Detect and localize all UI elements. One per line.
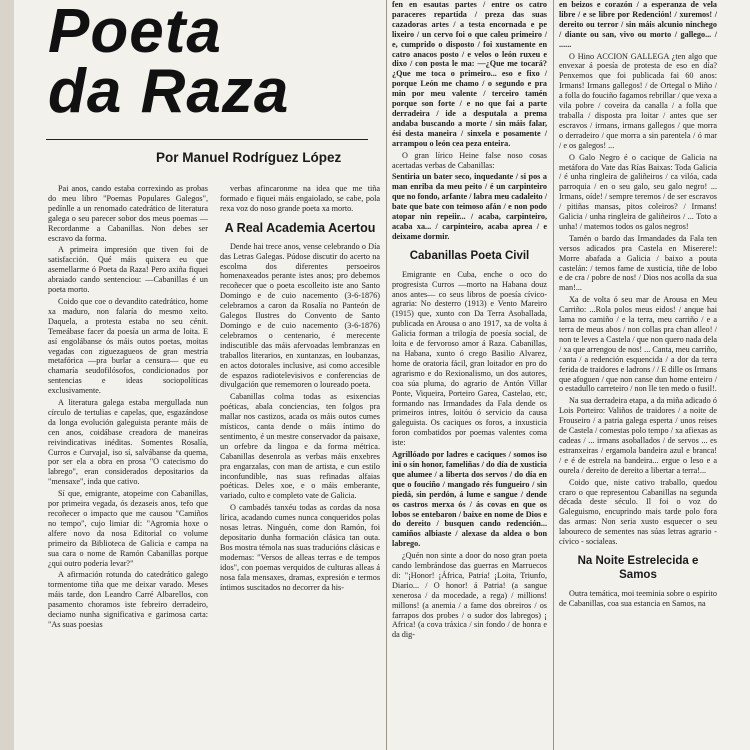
paragraph: Coido que coe o devandito catedrático, home xa maduro, non falaría do mesmo xeito. Daquela, a protesta estaba no seu cénit. Temeábase facer da poesía un arma de loita. E así engolábanse ós máis outos poetas, moitas vegadas con ziguezagueos de gran mestría metafórica —pra burlar a censura— que eu chamaría seudofilósofos, condicionados por sentencias e ideas sociopolíticas exclusivamente. xyxy=(48,296,208,396)
paragraph: O gran lírico Heine false noso cosas acertadas verbas de Cabanillas: xyxy=(392,150,547,170)
paragraph: Na sua derradeira etapa, a da miña adicado ó Lois Porteiro: Valiños de traidores / a noite de Frouseiro / a patria galega esperta / unos reises de Castela / comestas polo tempo / xa afiexas as cadeas / ... irmans asoballados / de servos ... es estranxeiras / ergamola bandeira azul e branca! / e é de estrela na bandeira... ergue o leso e a ourela / dereito de dereito a libertar a terra!... xyxy=(559,396,717,475)
paragraph: Sí que, emigrante, atopeime con Cabanillas, por primeira vegada, ós dezaseis anos, tefo que recoñecer o impacto que me causou "Camiños no tempo", cujo limiar di: "Agromia hoxe o alfere novo da nosa Editorial co volume primeiro da Biblioteca de Galicia e campa na sua cara o nome de Ramón Cabanillas porque ¿qui outro poderia levar?" xyxy=(48,489,208,568)
section-heading: Na Noite Estrelecida e Samos xyxy=(577,554,699,581)
text-column-2 xyxy=(220,184,380,750)
paragraph: Cabanillas colma todas as esixencias poéticas, abala conciencias, ten folgos pra mallar nos castizos, acada os máis outos cumes místicos, canta dende o máis íntimo do sentimento, é un mestre conservador da paisaxe, un orfebre da lingoa e da forma métrica. Cabanillas desenrola as verbas máis enxebres pra engarzalas, con man de artista, e cun estilo inconfundible, nas suas refinadas alfaias poéticas. Deles xoe, e o máis emberante, variado, culto e completo vate de Galicia. xyxy=(220,392,380,501)
article-header xyxy=(46,0,376,175)
section-heading: A Real Academia Acertou xyxy=(224,220,376,235)
section-heading: Cabanillas Poeta Civil xyxy=(409,249,530,262)
paragraph: A literatura galega estaba mergullada nun círculo de tertulias e capelas, que, esgazándose da longa evolución galeguista perante máis de cen anos, coidábase creadora de maneiras reivindicativas inéditas. Somentes Rosalía, Curros e Curvajal, iso sí, salvábanse da quema, por ser ela a obra en prosa "O catecismo do labrego", eran considerados depositarios da "mensaxe", inda que cativo. xyxy=(48,398,208,487)
paragraph: O Galo Negro é o cacique de Galicia na metáfora do Vate das Rías Baixas: Toda Galicia / é unha ringleira de galiñeiros / ca vilóa, cada parroquia / en o seu galo, seu galo negro! ... Irmans, oíde! / sempre teremos / de ser escravos / pitiñas mansas, pitos coleiros? / Irmans! Galicia / unha ringleira de galiñeiros / ... Toto a unha! / matemos todos os galos negros! xyxy=(559,152,717,231)
paragraph: Coido que, niste cativo traballo, quedou craro o que representou Cabanillas na segunda década deste século. Il foi o voz do Galeguismo, encuprindo mais tarde polo fora das armas: Non seria xusto esquecer o seu laboureco de sementes nas súas letras agrario - cívico - socialeas. xyxy=(559,477,717,547)
paragraph: Tamén o bardo das Irmandades da Fala ten versos adicados pra Castela en Miserere!: Morre abafada a Galicia / baixo a pouta castelán: / temos fame de xusticia, tiñe de lobo e de cra / pobre de nos! / Dios nos acolla da sua man!... xyxy=(559,233,717,293)
paragraph: A primeira impresión que tiven foi de satisfacción. Qué máis quixera eu que asemellarme ó Poeta da Raza! Pero axiña fiquei abraiado cando sentenciou: —Cabanillas é un poeta morto. xyxy=(48,245,208,295)
article-author: Por Manuel Rodríguez López xyxy=(156,150,342,165)
article-title-line-1: Poeta xyxy=(48,0,222,66)
poem-excerpt: fen en esautas partes / entre os catro paraceres repartida / preza das suas cazadoras artes / a testa encornada e pe lixeiro / un cervo foi o que caleu primeiro / e, cumprido o disposto / foi xustamente en catro anacos posto / e velos o león ruxeu e dixo / con posta le ma: —¿Que me tocará? ¿Que me toca o primeiro... eso e fixo / porque León me chamo / o segundo e pra min por meu valente / terceiro tamén porque son forte / e no que fai a parte derradeira / ide a desputala a prema andaba buscando a morte / sin máis falar, ési desta maneira / sinxela e posamente / arrampou o león cea peza enteira. xyxy=(392,0,547,148)
text-column-4 xyxy=(559,0,717,750)
poem-excerpt: en beizos e corazón / a esperanza de vela libre / e se libre por Redención! / xuremos! / dereito ou terror / sin máis alcunio ninchego / diante ou san, vivo ou morto / gallego... / ...... xyxy=(559,0,717,49)
newspaper-page xyxy=(14,0,750,750)
text-column-1 xyxy=(48,184,208,750)
paragraph: Dende hai trece anos, vense celebrando o Día das Letras Galegas. Púdose discutir do acerto na escolma dos diferentes persoeiros homenaxeados perante istes anos; pro debemos recoñecer que o poeta escolleito iste ano Santo Domingo e de cuio nacemento (3-6-1876) celebramos a caron da Rosalía no Panteón de Galegos Ilustres do Convento de Santo Domingo e de cuio nacemento (3-6-1876) celebramos o centenario, é merecente indiscutible das máis afervoadas lembranzas en traballos literarios, en xuntanzas, en loubanzas, en actos dotorales inclusive, asi como accesible de espazos radiotelevisivos e conferencias de divulgación que rememoren o loureado poeta. xyxy=(220,241,380,390)
paragraph: A afirmación rotunda do catedrático galego tormentome tiña que me deixar varado. Meses máis tarde, don Leandro Carré Albarellos, con pasamento choramos iste febreiro derradeiro, deciamo nunha significativa e garimosa carta: "As suas poesias xyxy=(48,570,208,629)
paragraph: ¿Quén non sinte a door do noso gran poeta cando lembrándose das guerras en Marruecos di: "¡Honor! ¡África, Patria! ¡Loita, Triunfo, Diario... / O honor! á Patria! (a sangue xenerosa / da mocedade, a rega) / millions! millons! (a anemia / a fame dos obreiros / os farrapos dos probes / o sudor dos labregos) ¡ Africa! (a cova tráxica / sin fondo / de honra e da dig- xyxy=(392,551,547,640)
paragraph: Xa de volta ó seu mar de Arousa en Meu Carriño: ...Rola polos meus eidos! / anque hai lama no camiño / e la terra, meu carriño / e a terra de meus abos / non collas pra chan alleo! / non te leves a Castela / que non quero nada dela / xa que arrengou de nos! ... Canta, meu carriño, canta / a redención esquencida / a dor da terra ferida de traidores e ladrons / / E dille os Irmans que afoguen / que non canse dun home enteiro / o estadullo carreteiro / non lle ten medo o fusil!. xyxy=(559,295,717,394)
paragraph: Pai anos, cando estaba correxindo as probas do meu libro "Poemas Populares Galegos", pedínlle a un renomado catedrático de literatura galega o seu parecer sobor dos meus poemas —Recordanme a Cabanillas. Non debes ser escravo da forma. xyxy=(48,184,208,243)
paragraph: O cambadés tanxéu todas as cordas da nosa lírica, acadando cumes nunca conqueridos polas nosas letras. Ninguén, come don Ramón, foi depositario dunha formación clásica tan outa. Bos mostra témola nas suas traducións clásicas e modernas: "Versos de alleas terras e de tempos idos", con poemas verquidos de culturas alleas á nosa fala mensaxes, dramas, expresión e termos íntimos suscitados no decorrer da his- xyxy=(220,503,380,592)
paragraph: Outra temática, moi teeminia sobre o espirito de Cabanillas, coa sua estancia en Samos, na xyxy=(559,588,717,608)
poem-excerpt: Agrillóado por ladres e caciques / somos iso ini o sin honor, fameliñas / do día de xusticia que alumee / a liberta dos servos / do día en que o fouciño / mangado rés fungueiro / sin piedá, sin perdón, á lume e sangue / dende os castros merxa ós / ás covas en que os lobos se entebaron / baixe en nome de Dios e do dereito / busquen cando redención... camiños albiaste / alexase da aldea o bon labrego. xyxy=(392,450,547,549)
article-title-line-2: da Raza xyxy=(48,57,290,126)
paragraph: Emigrante en Cuba, enche o oco do progresista Curros —morto na Habana douz anos antes— co seus libros de poesía cívico-agraria: No desterro (1913) e Vento Mareiro (1915) que, xunto con Da Terra Asoballada, publicada en Arousa o ano 1917, xa de volta á Galicia forman a trilogía de poesía social, de loita e de fervoroso amor á Raza. Cabanillas, na Habana, xunto ó crego Basilio Alvarez, home de oratoria fácil, gran loitador en pro do agrarismo e do Rexionalismo, un dos autores, coa súa pluma, do agrario de Antón Villar Ponte, Viqueira, Porteiro Garea, Castelao, etc, formando nas Irmandades da Fala dende os primeiros intres, loitóu ó servicio da causa galeguista. Os caciques os foros, a inxusticia foron combatidos por poemas valentes coma iste: xyxy=(392,269,547,448)
paragraph: verbas afincaronme na idea que me tiña formado e fiquei máis engaiolado, se cabe, pola rexa voz do noso grande poeta xa morto. xyxy=(220,184,380,213)
poem-excerpt: Sentiria un bater seco, inquedante / si pos a man enriba da meu peito / é un carpinteiro que no fondo, arfante / labra meu cadaleito / bate que bate con teimoso afán / e non podo atopar nin repeiir... / acaba, carpinteiro, acaba xa... / carpinteiro, acaba aprea / e deixame dormir. xyxy=(392,172,547,241)
column-divider xyxy=(553,0,554,750)
scan-edge xyxy=(0,0,14,750)
column-divider xyxy=(386,0,387,750)
text-column-3 xyxy=(392,0,547,750)
paragraph: O Hino ACCION GALLEGA ¿ten algo que envexar á poesía de protesta de eso en día? Penxemos que foi publicada fai 60 anos: Irmans! Irmans gallegos! / de Ortegal o Miño / a folla do fouciño fagamos rebrillar / que vexa a vila pobre / coveira da canalla / a folla que traballa / disposta pra loitar / antes que ser escravos / irmans, irmans gallegos / que morra o derradeiro / que morra a sin parentela / ó mar / e os galegos! ... xyxy=(559,51,717,150)
title-divider xyxy=(46,139,368,140)
